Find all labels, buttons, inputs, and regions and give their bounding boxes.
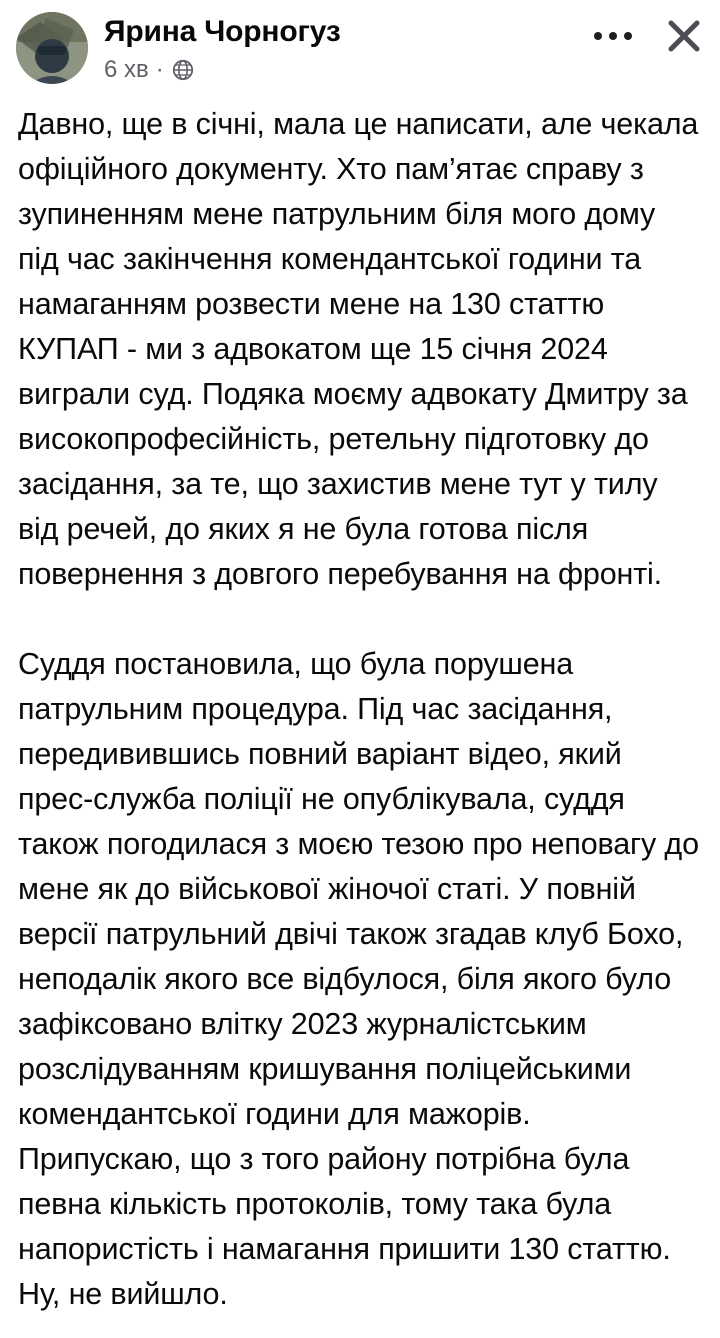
header-text <box>104 12 341 84</box>
globe-icon[interactable] <box>171 58 195 82</box>
post-paragraph: Давно, ще в січні, мала це написати, але чекала офіційного документу. Хто пам’ятає справу з зупиненням мене патрульним біля мого дому під час закінчення комендантської години та намаганням розвести мене на 130 статтю КУПАП - ми з адвокатом ще 15 січня 2024 виграли суд. Подяка моєму адвокату Дмитру за високопрофесійність, ретельну підготовку до засідання, за те, що захистив мене тут у тилу від речей, до яких я не була готова після повернення з довгого перебування на фронті. <box>18 107 699 591</box>
close-icon[interactable] <box>662 14 706 58</box>
more-options-icon[interactable] <box>590 24 636 48</box>
post-paragraph: Суддя постановила, що була порушена патрульним процедура. Під час засідання, передивившись повний варіант відео, який прес-служба поліції не опублікувала, суддя також погодилася з моєю тезою про неповагу до мене як до військової жіночої статі. У повній версії патрульний двічі також згадав клуб Бохо, неподалік якого все відбулося, біля якого було зафіксовано влітку 2023 журналістським розслідуванням кришування поліцейськими комендантської години для мажорів. Припускаю, що з того району потрібна була певна кількість протоколів, тому така була напористість і намагання пришити 130 статтю. Ну, не вийшло. <box>18 647 699 1311</box>
post-body <box>0 96 720 1317</box>
post-meta <box>104 56 341 84</box>
post-timestamp[interactable]: 6 хв <box>104 56 149 83</box>
meta-separator: · <box>155 56 164 83</box>
avatar[interactable] <box>16 12 88 84</box>
header-actions <box>590 14 706 58</box>
post-header <box>0 0 720 96</box>
author-name[interactable]: Ярина Чорногуз <box>104 15 341 48</box>
